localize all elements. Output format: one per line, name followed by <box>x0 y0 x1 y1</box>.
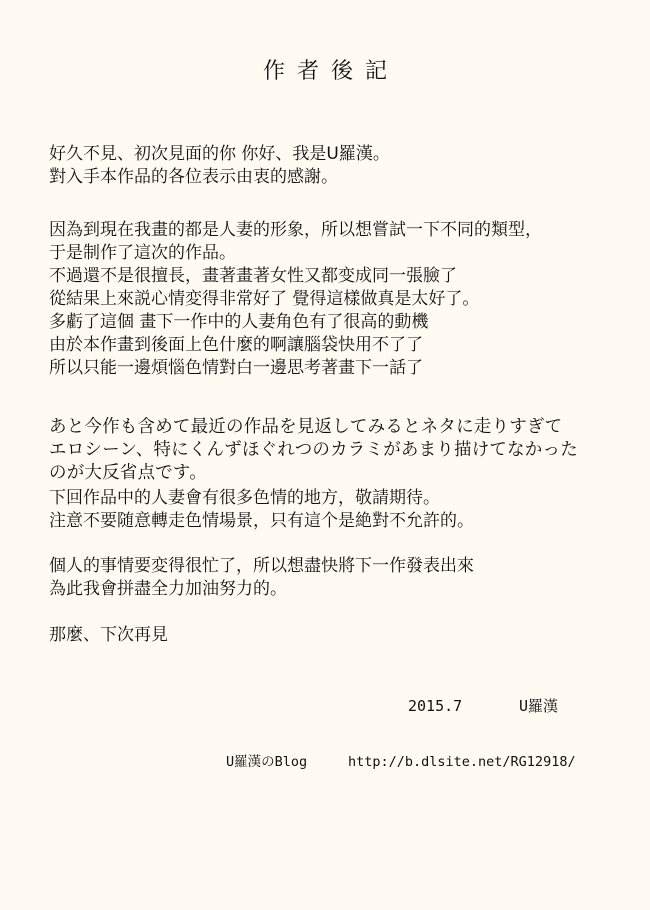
text-line: 為此我會拼盡全力加油努力的。 <box>49 579 287 599</box>
paragraph-about-work <box>49 219 639 380</box>
paragraph-japanese-note <box>49 416 639 485</box>
text-line: 好久不見、初次見面的你 你好、我是U羅漢。 <box>49 144 390 164</box>
text-line: 所以只能一邊煩惱色情對白一邊思考著畫下一話了 <box>49 358 423 378</box>
signature-author: U羅漢 <box>519 697 559 715</box>
blog-label: U羅漢のBlog <box>226 754 308 770</box>
paragraph-next-work <box>49 487 639 533</box>
text-line: 個人的事情要変得很忙了，所以想盡快將下一作發表出來 <box>49 556 474 576</box>
text-line: エロシーン、特にくんずほぐれつのカラミがあまり描けてなかった <box>49 440 578 460</box>
page-title: 作者後記 <box>262 59 399 84</box>
text-line: 下回作品中的人妻會有很多色情的地方，敬請期待。 <box>49 488 440 508</box>
text-line: 注意不要随意轉走色情場景，只有這个是絶對不允許的。 <box>49 511 474 531</box>
text-line: 不過還不是很擅長，畫著畫著女性又都变成同一張臉了 <box>49 266 457 286</box>
text-line: 因為到現在我畫的都是人妻的形象，所以想嘗試一下不同的類型， <box>49 220 542 240</box>
text-line: 多虧了這個 畫下一作中的人妻角色有了很高的動機 <box>49 312 429 332</box>
signature <box>0 694 650 718</box>
paragraph-greeting <box>49 143 639 189</box>
signature-date: 2015.7 <box>408 697 463 715</box>
paragraph-personal <box>49 555 639 601</box>
paragraph-farewell <box>49 624 639 647</box>
text-line: 于是制作了這次的作品。 <box>49 243 236 263</box>
text-line: あと今作も含めて最近の作品を見返してみるとネタに走りすぎて <box>49 417 563 437</box>
text-line: のが大反省点です。 <box>49 463 207 483</box>
text-line: 那麼、下次再見 <box>49 625 168 645</box>
text-line: 由於本作畫到後面上色什麼的啊讓腦袋快用不了了 <box>49 335 423 355</box>
blog-url: http://b.dlsite.net/RG12918/ <box>348 754 576 770</box>
text-line: 對入手本作品的各位表示由衷的感謝。 <box>49 167 338 187</box>
blog-info <box>0 750 650 774</box>
text-line: 從結果上來説心情変得非常好了 覺得這樣做真是太好了。 <box>49 289 480 309</box>
